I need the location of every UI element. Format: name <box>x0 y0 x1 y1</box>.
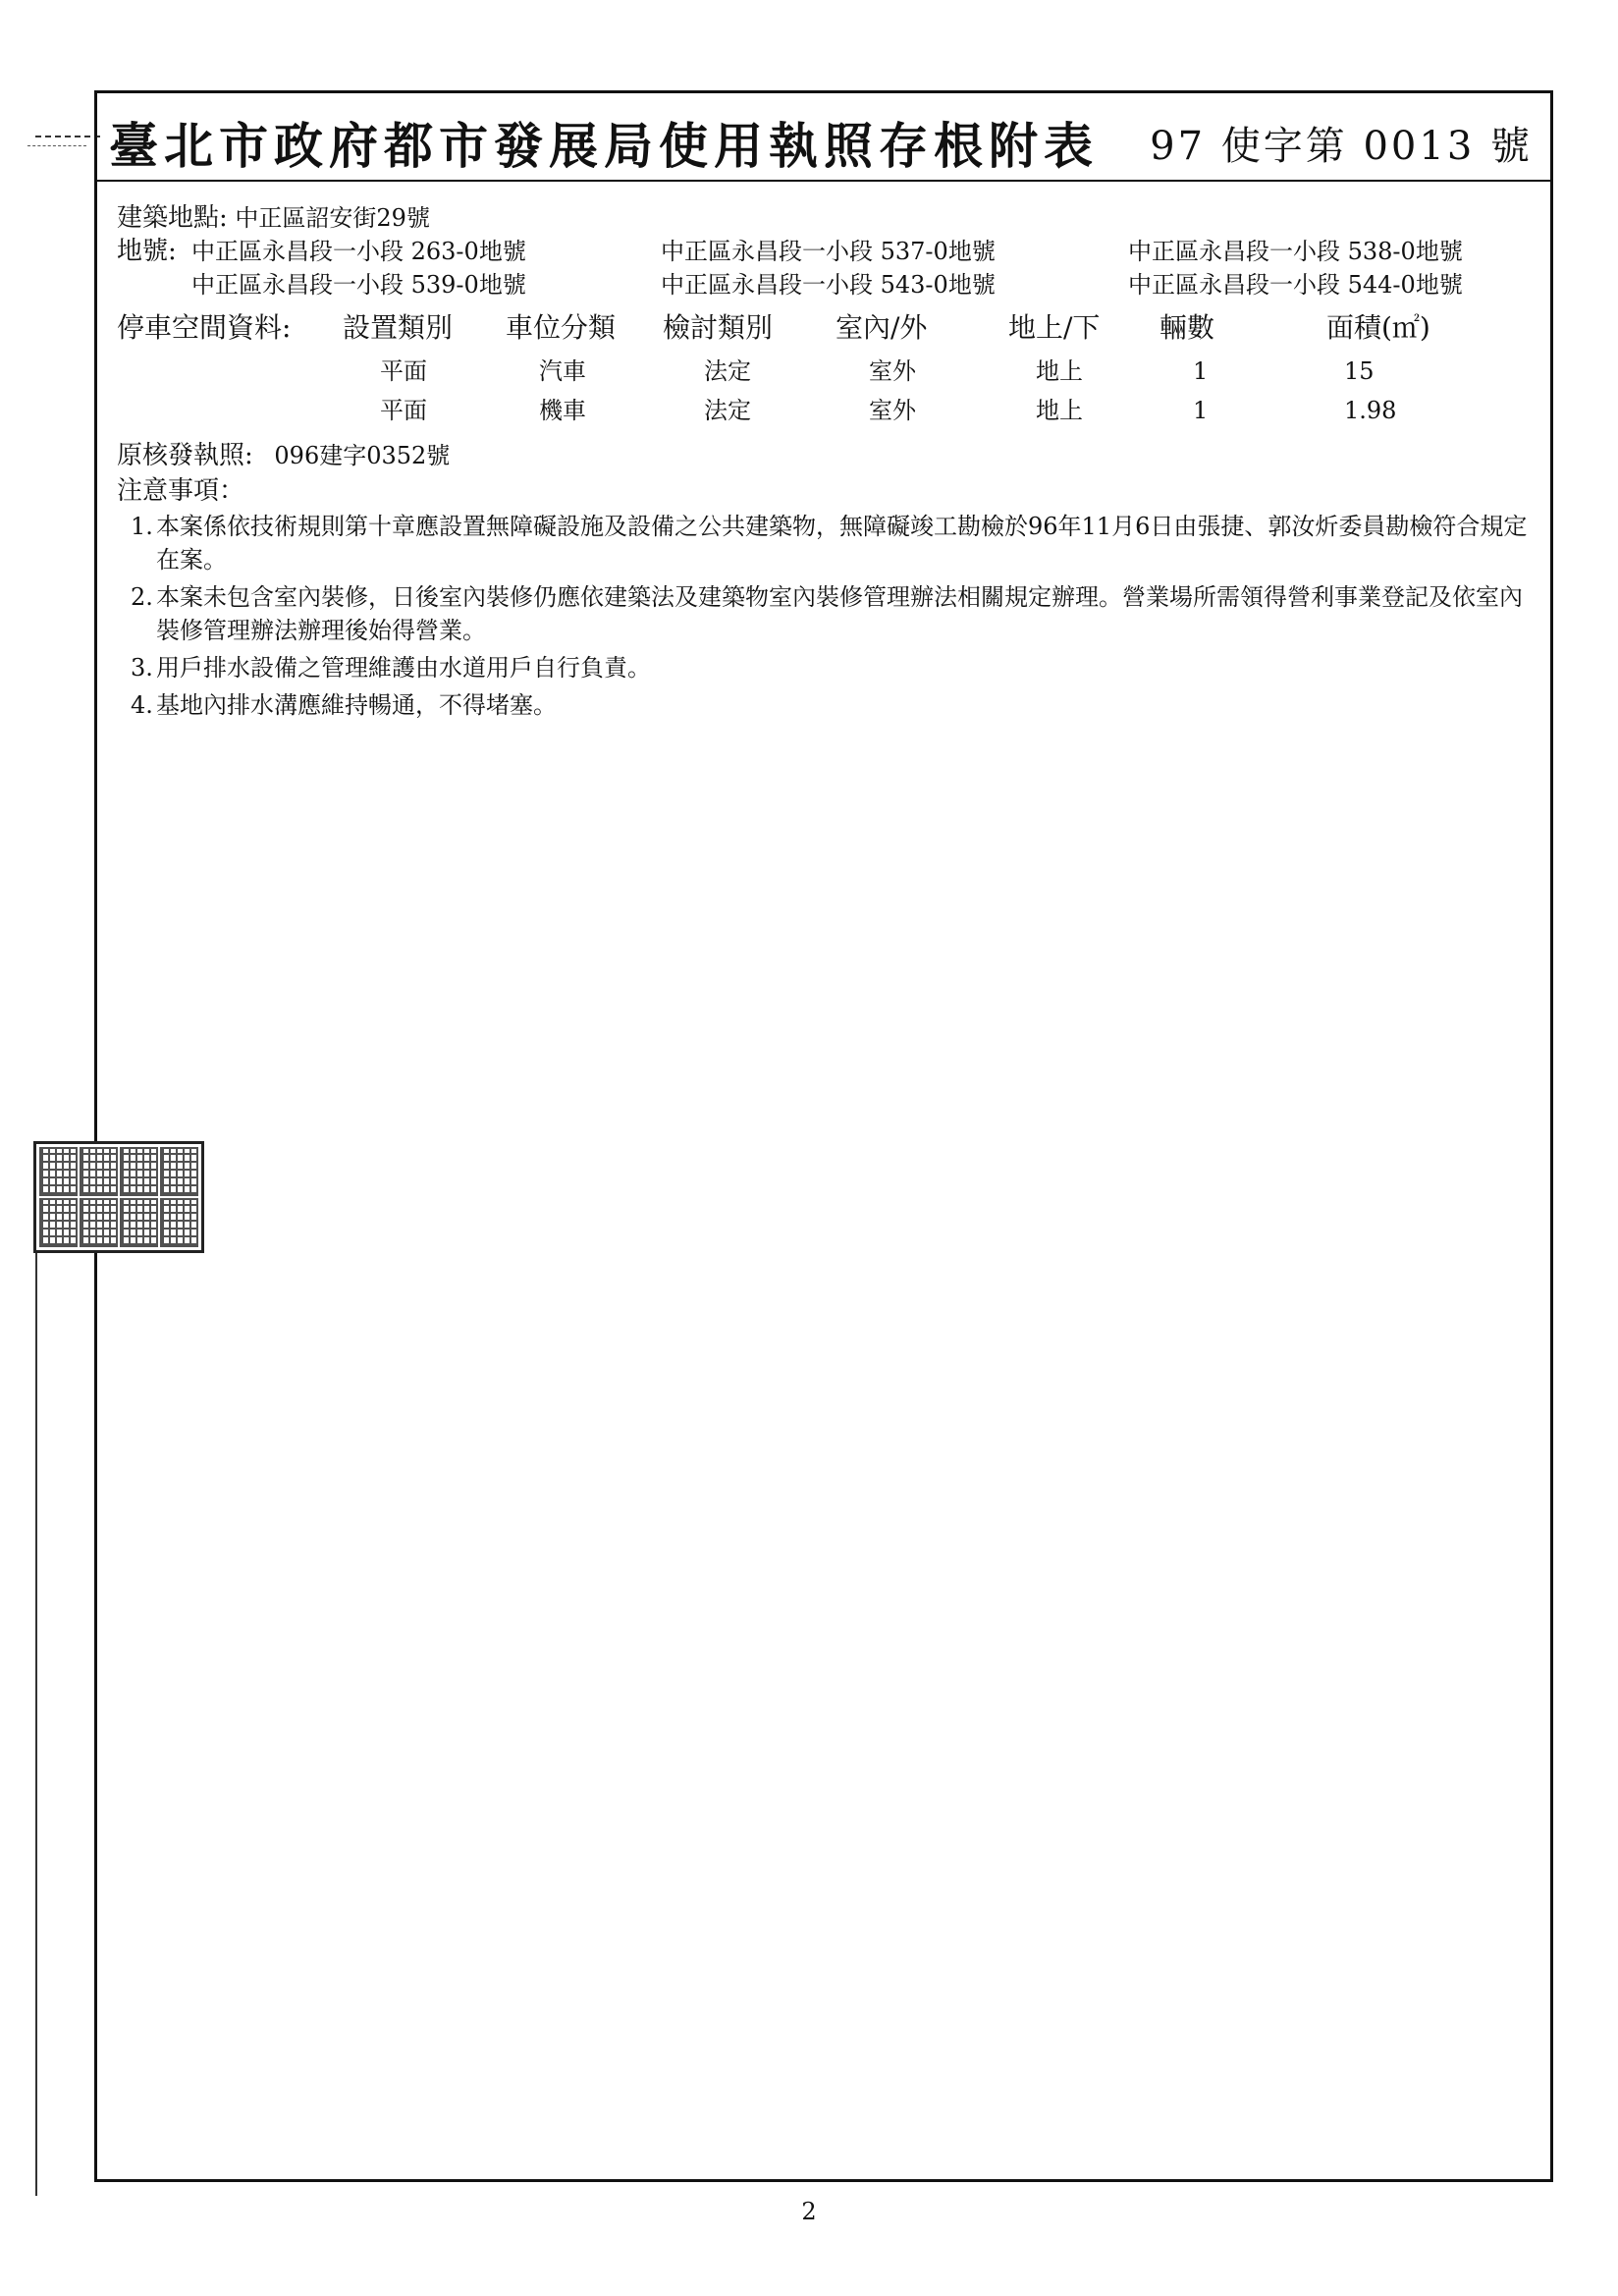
note-text: 用戶排水設備之管理維護由水道用戶自行負責。 <box>156 654 651 682</box>
lot-number-list <box>117 235 1531 301</box>
lot-item: 中正區永昌段一小段 544-0地號 <box>1128 271 1463 299</box>
note-text: 基地內排水溝應維持暢通，不得堵塞。 <box>156 691 557 719</box>
header-leader-line-secondary <box>27 145 86 146</box>
parking-cell: 法定 <box>704 397 751 424</box>
parking-header-cell: 地上/下 <box>1008 311 1101 344</box>
parking-header-cell: 設置類別 <box>343 311 454 344</box>
list-item <box>117 580 1531 647</box>
parking-header-cell: 面積(㎡) <box>1326 311 1430 344</box>
parking-cell: 室外 <box>869 357 916 385</box>
parking-cell: 1 <box>1193 397 1209 424</box>
parking-cell: 1.98 <box>1344 397 1397 424</box>
list-item <box>117 688 1531 722</box>
list-item <box>117 651 1531 684</box>
building-location-value: 中正區詔安街29號 <box>235 204 430 232</box>
parking-cell: 1 <box>1193 357 1209 385</box>
parking-cell: 平面 <box>380 397 427 424</box>
notes-title: 注意事項： <box>117 476 245 506</box>
document-body <box>117 201 1531 726</box>
notes-list <box>117 510 1531 722</box>
parking-cell: 15 <box>1344 357 1375 385</box>
original-license-value: 096建字0352號 <box>274 442 451 469</box>
parking-cell: 平面 <box>380 357 427 385</box>
parking-cell: 室外 <box>869 397 916 424</box>
header-leader-line <box>35 136 100 137</box>
parking-cell: 地上 <box>1036 397 1083 424</box>
parking-cell: 法定 <box>704 357 751 385</box>
parking-header-cell: 輛數 <box>1160 311 1215 344</box>
note-text: 本案係依技術規則第十章應設置無障礙設施及設備之公共建築物，無障礙竣工勘檢於96年11月6日由張捷、郭汝炘委員勘檢符合規定在案。 <box>156 513 1528 574</box>
parking-header-cell: 車位分類 <box>506 311 617 344</box>
lot-item: 中正區永昌段一小段 538-0地號 <box>1128 238 1463 265</box>
page-number: 2 <box>801 2198 817 2225</box>
note-number: 4. <box>131 691 153 719</box>
license-number: 97 使字第 0013 號 <box>1150 124 1533 169</box>
note-number: 1. <box>131 513 153 540</box>
binding-edge-line <box>35 1253 37 2196</box>
official-seal-stamp <box>33 1141 204 1253</box>
note-text: 本案未包含室內裝修，日後室內裝修仍應依建築法及建築物室內裝修管理辦法相關規定辦理。營業場所需領得營利事業登記及依室內裝修管理辦法辦理後始得營業。 <box>156 583 1523 644</box>
lot-number-label: 地號: <box>117 237 177 266</box>
header-row <box>97 93 1550 182</box>
note-number: 3. <box>131 654 153 682</box>
parking-cell: 機車 <box>539 397 586 424</box>
parking-header-cell: 室內/外 <box>836 311 928 344</box>
document-title: 臺北市政府都市發展局使用執照存根附表 <box>109 117 1099 175</box>
parking-label: 停車空間資料: <box>117 311 292 344</box>
building-location-label: 建築地點: <box>117 203 228 233</box>
note-number: 2. <box>131 583 153 611</box>
lot-item: 中正區永昌段一小段 537-0地號 <box>661 238 996 265</box>
document-frame <box>94 90 1553 2182</box>
list-item <box>117 510 1531 576</box>
lot-item: 中正區永昌段一小段 543-0地號 <box>661 271 996 299</box>
original-license-label: 原核發執照: <box>117 441 253 470</box>
parking-cell: 汽車 <box>539 357 586 385</box>
lot-item: 中正區永昌段一小段 539-0地號 <box>191 271 526 299</box>
building-location <box>117 201 1531 235</box>
parking-header-cell: 檢討類別 <box>663 311 774 344</box>
original-license <box>117 439 1531 472</box>
lot-item: 中正區永昌段一小段 263-0地號 <box>191 238 526 265</box>
parking-table <box>117 311 1531 433</box>
parking-cell: 地上 <box>1036 357 1083 385</box>
